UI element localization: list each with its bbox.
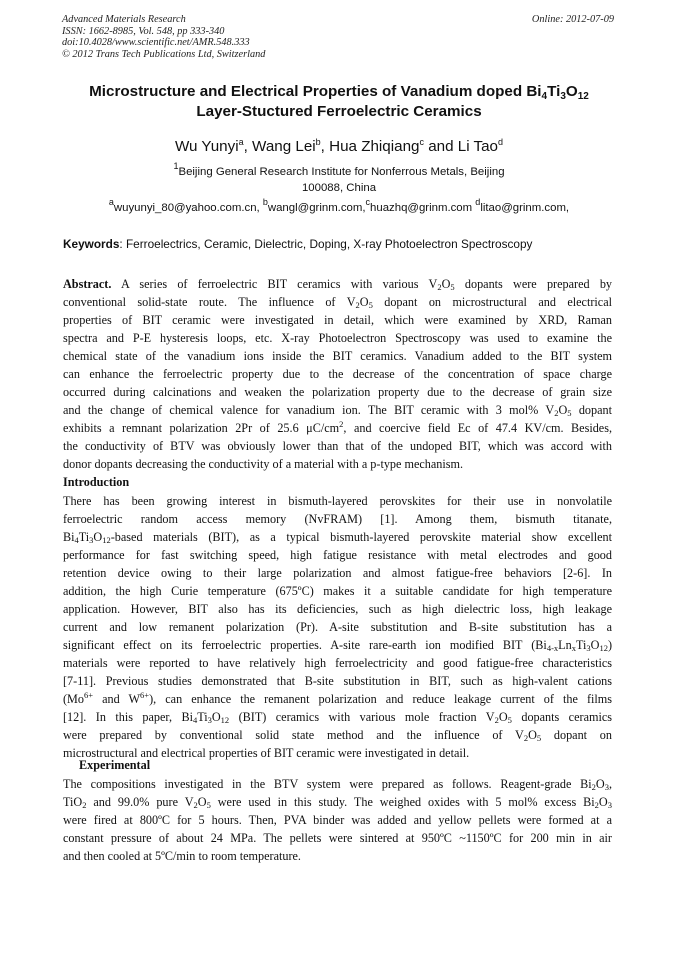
text-line: current and low remanent polarization (Pr). A-site substitution and B-site substitution has a [63,620,612,634]
author: Wang Lei [252,138,316,155]
email-link[interactable]: wuyunyi_80@yahoo.com.cn, [113,202,263,214]
title-line-1: Microstructure and Electrical Properties of Vanadium doped $Bi_4Ti_3O_{12}$ [89,83,589,102]
text-line: Abstract. A series of ferroelectric BIT ceramics with various $V_2O_5$ dopants were prepared by [63,277,613,292]
text-line: TiO$_2$ and 99.0% pure $V_2O_5$ were used in this study. The weighed oxides with 5 mol% excess $Bi_2O_3$ [63,795,612,810]
author-mark: d [498,137,504,147]
email-link[interactable]: huazhq@grinm.com [370,202,476,214]
author: Hua Zhiqiang [329,138,420,155]
text-line: spectra and P-E hysteresis loops, etc. X-ray Photoelectron Spectroscopy was used to examine the [63,331,612,345]
author-emails: $^a$wuyunyi_80@yahoo.com.cn, $^b$wangl@grinm.com,$^c$huazhq@grinm.com $^d$litao@grinm.com, [108,197,570,214]
experimental-body [63,775,612,865]
text-line: donor dopants decreasing the conductivity of a material with a p-type mechanism. [63,457,464,471]
introduction-body [63,492,612,762]
title-line-2: Layer-Stuctured Ferroelectric Ceramics [196,103,482,120]
paper-title [40,82,638,122]
text-line: chemical state of the vanadium ions inside the BIT ceramics. Vanadium added to the BIT system [63,349,612,363]
text-line: significant effect on its ferroelectric properties. A-site rare-earth ion modified BIT $(Bi_{4-x}Ln_xTi_3O_{12})$ [63,638,612,653]
text-line: The compositions investigated in the BTV system were prepared as follows. Reagent-grade $Bi_2O_3$, [63,777,612,792]
author-mark: a [238,137,244,147]
online-date: Online: 2012-07-09 [531,14,614,25]
text-line: [7-11]. Previous studies demonstrated that B-site substitution in BIT, such as high-valent cations [63,674,612,688]
affiliation-line-1: $^1$Beijing General Research Institute for Nonferrous Metals, Beijing [173,161,505,178]
text-line: retention device owing to their large polarization and almost fatigue-free behaviors [2-6]. In [63,566,612,580]
author-mark: b [315,137,321,147]
abstract [63,275,612,473]
keywords-text: : Ferroelectrics, Ceramic, Dielectric, Doping, X-ray Photoelectron Spectroscopy [119,237,533,251]
author: Li Tao [457,138,499,155]
abstract-label: Abstract. [63,277,112,291]
journal-copyright: © 2012 Trans Tech Publications Ltd, Switzerland [62,48,266,60]
text-line: constant pressure of about 24 MPa. The pellets were sintered at 950ºC ~1150ºC for 200 min in air [63,831,612,845]
text-line: properties of BIT ceramic were investigated in detail, which were examined by XRD, Raman [63,313,612,327]
text-line: and then cooled at 5ºC/min to room temperature. [63,849,301,863]
text-line: occurred during calcinations and weaken the polarization property due to the decrease of grain size [63,385,612,399]
email-link[interactable]: litao@grinm.com, [480,202,570,214]
text-line: ($Mo^{6+}$ and $W^{6+}$), can enhance the remanent polarization and reduce leakage current of the films [63,690,612,706]
text-line: materials were reported to have relatively high ferroelectricity and good fatigue-free characteristics [63,656,612,670]
text-line: ferroelectric random access memory (NvFRAM) [1]. Among them, bismuth titanate, [63,512,612,526]
text-line: the conductivity of BTV was obviously lower than that of the undoped BIT, which was accord with [63,439,612,453]
text-line: [12]. In this paper, $Bi_4Ti_3O_{12}$ (BIT) ceramics with various mole fraction $V_2O_5$ dopants ceramics [63,710,612,725]
affiliation-line-2: 100088, China [301,182,377,194]
journal-header [62,14,265,60]
author-mark: c [419,137,424,147]
experimental-heading: Experimental [79,758,151,772]
text-line: conventional solid-state route. The influence of $V_2O_5$ dopant on microstructural and electrical [63,295,612,310]
text-line: There has been growing interest in bismuth-layered perovskites for their use in nonvolatile [63,494,612,508]
text-line: microstructural and electrical properties of BIT ceramic were investigated in detail. [63,746,470,760]
journal-issn: ISSN: 1662-8985, Vol. 548, pp 333-340 [62,25,225,37]
author-list: Wu Yunyi$^a$, Wang Lei$^b$, Hua Zhiqiang$^c$ and Li Tao$^d$ [174,137,504,155]
text-line: were prepared by conventional solid state method and the influence of $V_2O_5$ dopant on [63,728,612,743]
text-line: and the change of chemical valence for vanadium ion. The BIT ceramic with 3 mol% $V_2O_5$ dopant [63,403,613,418]
text-line: were fired at 800ºC for 5 hours. Then, PVA binder was added and yellow pellets were formed at a [63,813,612,827]
introduction-heading: Introduction [63,475,130,489]
text-line: application. However, BIT also has its deficiencies, such as high dielectric loss, high leakage [63,602,612,616]
keywords-label: Keywords [63,237,120,251]
journal-doi: doi:10.4028/www.scientific.net/AMR.548.333 [62,37,250,48]
text-line: exhibits a remnant polarization 2Pr of 25.6 $\mu C/cm^2$, and coercive field Ec of 47.4 KV/cm. Besides, [63,419,612,435]
keywords [63,236,532,252]
text-line: $Bi_4Ti_3O_{12}$-based materials (BIT), as a typical bismuth-layered perovskite material show excellent [63,530,612,545]
author: Wu Yunyi [174,138,239,155]
journal-name: Advanced Materials Research [62,14,186,25]
text-line: performance for fast switching speed, high fatigue resistance with metal electrodes and good [63,548,612,562]
text-line: addition, the high Curie temperature (675ºC) makes it a suitable candidate for high temperature [63,584,612,598]
text-line: can enhance the ferroelectric property due to the decrease of the concentration of space charge [63,367,612,381]
email-link[interactable]: wangl@grinm.com, [267,202,366,214]
